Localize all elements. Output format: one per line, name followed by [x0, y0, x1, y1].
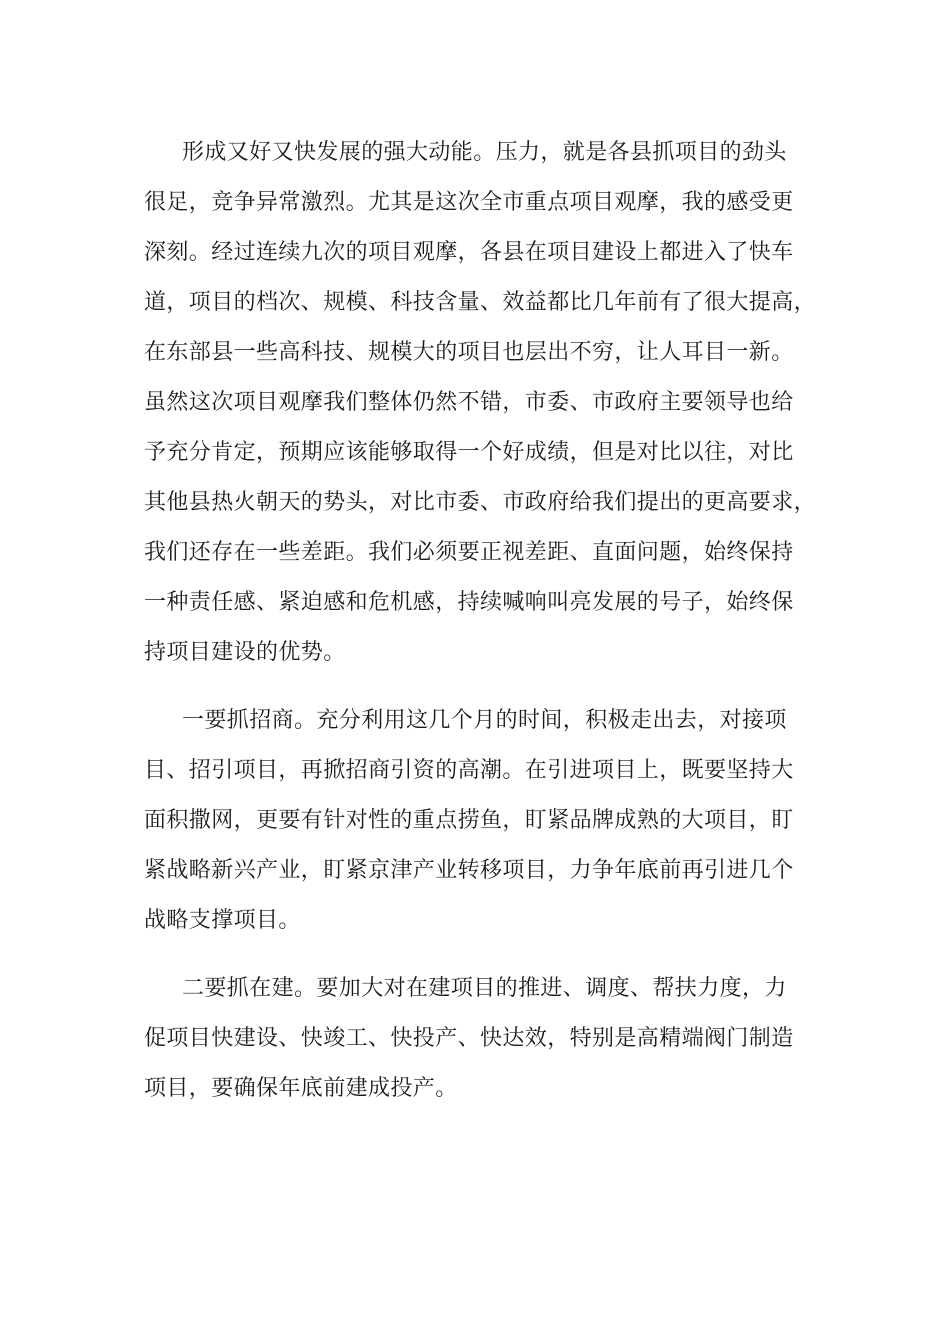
text-line: 紧战略新兴产业，盯紧京津产业转移项目，力争年底前再引进几个 [144, 858, 794, 883]
paragraph-pressure [144, 128, 824, 678]
document-body [144, 128, 824, 1114]
text-line: 虽然这次项目观摩我们整体仍然不错，市委、市政府主要领导也给 [144, 390, 794, 415]
text-line: 一种责任感、紧迫感和危机感，持续喊响叫亮发展的号子，始终保 [144, 590, 794, 615]
text-line: 一要抓招商。充分利用这几个月的时间，积极走出去，对接项 [182, 708, 787, 733]
paragraph-investment [144, 696, 824, 946]
text-line: 持项目建设的优势。 [144, 640, 346, 665]
text-line: 形成又好又快发展的强大动能。压力，就是各县抓项目的劲头 [182, 140, 787, 165]
text-line: 目、招引项目，再掀招商引资的高潮。在引进项目上，既要坚持大 [144, 758, 794, 783]
text-line: 很足，竞争异常激烈。尤其是这次全市重点项目观摩，我的感受更 [144, 190, 794, 215]
text-line: 其他县热火朝天的势头，对比市委、市政府给我们提出的更高要求， [144, 490, 817, 515]
text-line: 予充分肯定，预期应该能够取得一个好成绩，但是对比以往，对比 [144, 440, 794, 465]
paragraph-construction [144, 964, 824, 1114]
text-line: 面积撒网，更要有针对性的重点捞鱼，盯紧品牌成熟的大项目，盯 [144, 808, 794, 833]
text-line: 项目，要确保年底前建成投产。 [144, 1076, 458, 1101]
text-line: 战略支撑项目。 [144, 908, 301, 933]
paragraph-spacer [144, 678, 824, 696]
text-line: 道，项目的档次、规模、科技含量、效益都比几年前有了很大提高， [144, 290, 817, 315]
text-line: 深刻。经过连续九次的项目观摩，各县在项目建设上都进入了快车 [144, 240, 794, 265]
text-line: 二要抓在建。要加大对在建项目的推进、调度、帮扶力度，力 [182, 976, 787, 1001]
text-line: 促项目快建设、快竣工、快投产、快达效，特别是高精端阀门制造 [144, 1026, 794, 1051]
text-line: 我们还存在一些差距。我们必须要正视差距、直面问题，始终保持 [144, 540, 794, 565]
text-line: 在东部县一些高科技、规模大的项目也层出不穷，让人耳目一新。 [144, 340, 794, 365]
paragraph-spacer [144, 946, 824, 964]
